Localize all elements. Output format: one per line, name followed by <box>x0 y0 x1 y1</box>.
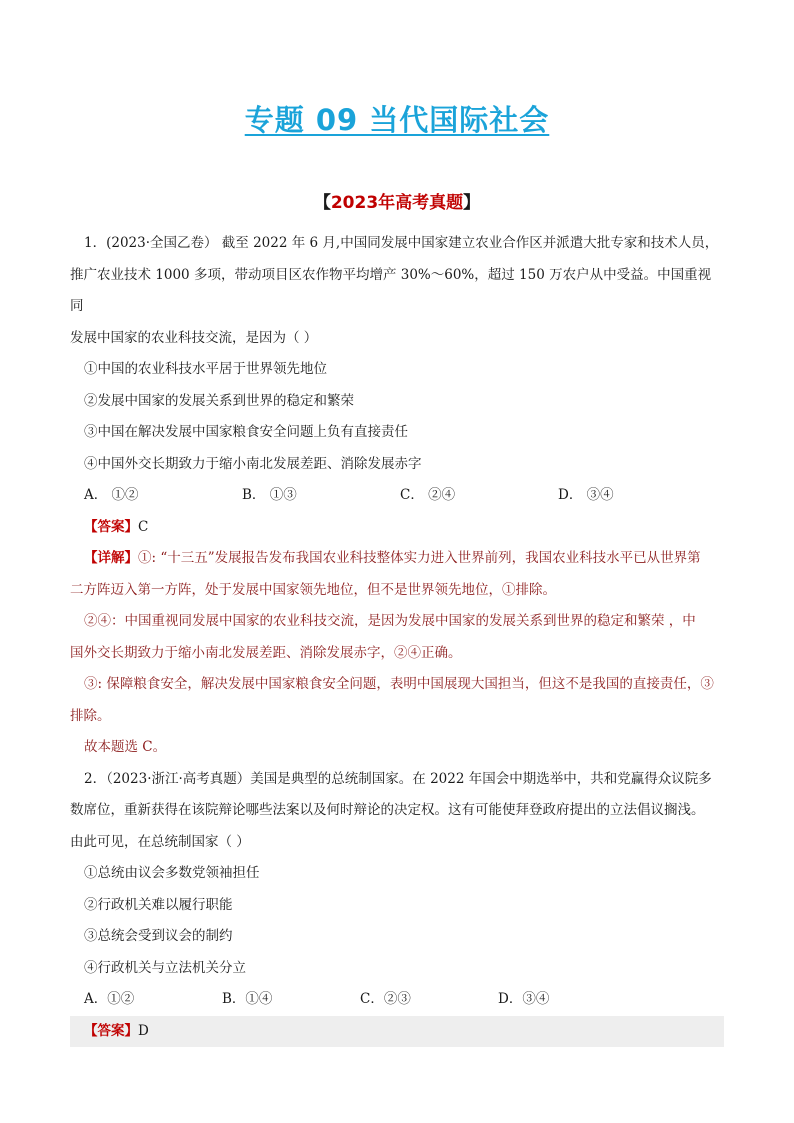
q2-option-4: ④行政机关与立法机关分立 <box>84 959 246 976</box>
q1-conclusion: 故本题选 C。 <box>84 739 167 755</box>
page-title: 专题 09 当代国际社会 <box>244 103 550 137</box>
q1-detail-1a <box>70 543 724 575</box>
q2-choice-b: B．①④ <box>222 991 273 1007</box>
q1-choice-c: C． ②④ <box>400 487 456 503</box>
q2-option-3: ③总统会受到议会的制约 <box>84 928 233 944</box>
q1-choice-d: D． ③④ <box>558 487 614 503</box>
q2-answer-value: D <box>138 1022 149 1039</box>
q2-answer-label: 【答案】 <box>84 1022 138 1039</box>
q1-detail-1b: 二方阵迈入第一方阵，处于发展中国家领先地位，但不是世界领先地位，①排除。 <box>70 581 556 598</box>
q2-option-1: ①总统由议会多数党领袖担任 <box>84 865 260 881</box>
q1-option-4: ④中国外交长期致力于缩小南北发展差距、消除发展赤字 <box>84 455 422 472</box>
q2-answer <box>70 1016 724 1048</box>
question-2 <box>70 764 724 1048</box>
q2-choice-d: D．③④ <box>498 991 550 1007</box>
q2-stem-line2: 数席位，重新获得在该院辩论哪些法案以及何时辩论的决定权。这有可能使拜登政府提出的立法倡议搁浅。 <box>70 802 705 818</box>
q1-detail-2b: 国外交长期致力于缩小南北发展差距、消除发展赤字，②④正确。 <box>70 644 462 661</box>
q1-detail-3a: ③: 保障粮食安全，解决发展中国家粮食安全问题，表明中国展现大国担当，但这不是我国的直接责任，③ <box>84 676 714 692</box>
q1-choice-a: A． ①② <box>84 487 139 503</box>
section-year: 2023 <box>330 193 379 213</box>
section-text: 年高考真题 <box>378 193 464 213</box>
document-content <box>70 228 724 1047</box>
q1-answer-value: C <box>138 518 149 535</box>
q2-stem-line3: 由此可见，在总统制国家（ ） <box>70 833 250 850</box>
q1-detail-label: 【详解】 <box>84 550 138 566</box>
q1-option-3: ③中国在解决发展中国家粮食安全问题上负有直接责任 <box>84 424 408 440</box>
q1-answer <box>70 512 724 544</box>
q2-choice-a: A．①② <box>84 991 135 1007</box>
q1-stem-line3: 发展中国家的农业科技交流，是因为（ ） <box>70 329 318 346</box>
q1-choices <box>70 480 724 512</box>
q1-detail-1a-text: ①: “十三五”发展报告发布我国农业科技整体实力进入世界前列，我国农业科技水平已从世界第 <box>138 550 701 566</box>
section-bracket-close: 】 <box>463 193 481 213</box>
q1-stem-line1: 1．(2023·全国乙卷） 截至 2022 年 6 月,中国同发展中国家建立农业合作区并派遣大批专家和技术人员， <box>84 235 719 251</box>
q1-choice-b: B． ①③ <box>242 487 297 503</box>
q1-option-2: ②发展中国家的发展关系到世界的稳定和繁荣 <box>84 392 354 409</box>
q1-stem-line2: 推广农业技术 1000 多项，带动项目区农作物平均增产 30%～60%，超过 150 万农户从中受益。中国重视同 <box>70 266 712 314</box>
q2-stem-line1: 2．（2023·浙江·高考真题）美国是典型的总统制国家。在 2022 年国会中期选举中，共和党赢得众议院多 <box>84 770 712 787</box>
question-1 <box>70 228 724 764</box>
section-header <box>0 188 794 213</box>
section-bracket-open: 【 <box>313 193 331 213</box>
q1-answer-label: 【答案】 <box>84 518 138 535</box>
q1-option-1: ①中国的农业科技水平居于世界领先地位 <box>84 361 327 377</box>
q2-choices <box>70 984 724 1016</box>
q1-detail-2a: ②④：中国重视同发展中国家的农业科技交流，是因为发展中国家的发展关系到世界的稳定和繁荣 ，中 <box>84 613 696 629</box>
q1-detail-3b: 排除。 <box>70 707 111 724</box>
q2-choice-c: C．②③ <box>360 991 411 1007</box>
q2-option-2: ②行政机关难以履行职能 <box>84 896 233 913</box>
